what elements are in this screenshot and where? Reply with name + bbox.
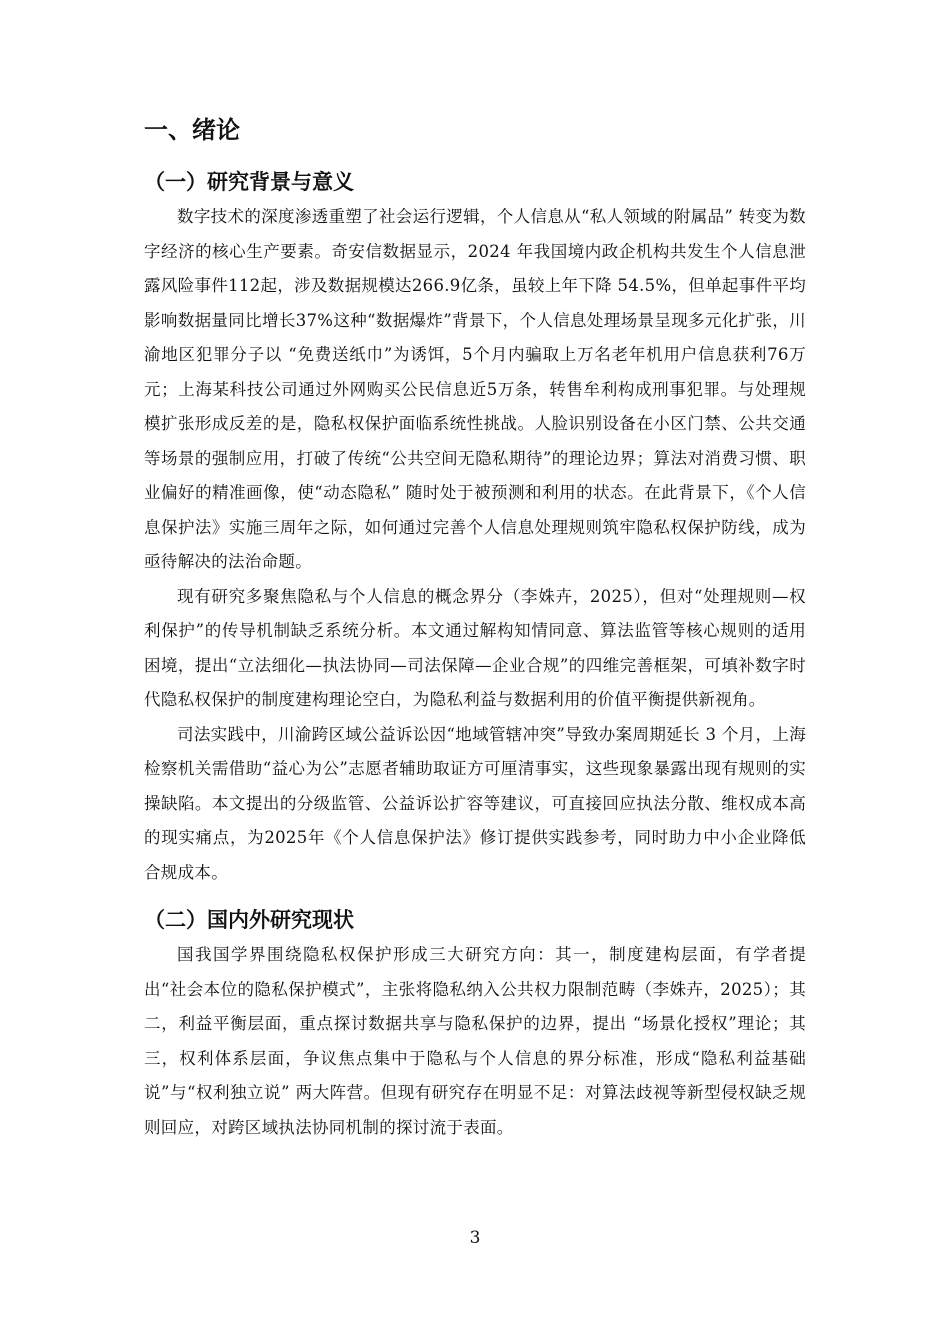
page-number: 3 bbox=[469, 1228, 481, 1248]
paragraph-background: 数字技术的深度渗透重塑了社会运行逻辑，个人信息从“私人领域的附属品” 转变为数字经济的核心生产要素。奇安信数据显示，2024 年我国境内政企机构共发生个人信息泄露风险事件112起，涉及数据规模达266.9亿条，虽较上年下降 54.5%，但单起事件平均影响数据量同比增长37%这种“数据爆炸”背景下，个人信息处理场景呈现多元化扩张，川渝地区犯罪分子以 “免费送纸巾”为诱饵，5个月内骗取上万名老年机用户信息获利76万元；上海某科技公司通过外网购买公民信息近5万条，转售牟利构成刑事犯罪。与处理规模扩张形成反差的是，隐私权保护面临系统性挑战。人脸识别设备在小区门禁、公共交通等场景的强制应用，打破了传统“公共空间无隐私期待”的理论边界；算法对消费习惯、职业偏好的精准画像，使“动态隐私” 随时处于被预测和利用的状态。在此背景下，《个人信息保护法》实施三周年之际，如何通过完善个人信息处理规则筑牢隐私权保护防线，成为亟待解决的法治命题。 bbox=[144, 207, 806, 571]
paragraph-judicial-practice: 司法实践中，川渝跨区域公益诉讼因“地域管辖冲突”导致办案周期延长 3 个月，上海检察机关需借助“益心为公”志愿者辅助取证方可厘清事实，这些现象暴露出现有规则的实操缺陷。本文提出的分级监管、公益诉讼扩容等建议，可直接回应执法分散、维权成本高的现实痛点，为2025年《个人信息保护法》修订提供实践参考，同时助力中小企业降低合规成本。 bbox=[144, 724, 806, 882]
page-content bbox=[144, 112, 806, 1145]
paragraph-research-gap: 现有研究多聚焦隐私与个人信息的概念界分（李姝卉，2025），但对“处理规则—权利保护”的传导机制缺乏系统分析。本文通过解构知情同意、算法监管等核心规则的适用困境，提出“立法细化—执法协同—司法保障—企业合规”的四维完善框架，可填补数字时代隐私权保护的制度建构理论空白，为隐私利益与数据利用的价值平衡提供新视角。 bbox=[144, 586, 806, 709]
chapter-title: 一、绪论 bbox=[144, 116, 240, 144]
section-title-literature: （二）国内外研究现状 bbox=[144, 908, 354, 932]
paragraph-literature: 国我国学界围绕隐私权保护形成三大研究方向：其一，制度建构层面，有学者提出“社会本位的隐私保护模式”，主张将隐私纳入公共权力限制范畴（李姝卉，2025）；其二，利益平衡层面，重点探讨数据共享与隐私保护的边界，提出 “场景化授权”理论；其三，权利体系层面，争议焦点集中于隐私与个人信息的界分标准，形成“隐私利益基础说”与“权利独立说” 两大阵营。但现有研究存在明显不足：对算法歧视等新型侵权缺乏规则回应，对跨区域执法协同机制的探讨流于表面。 bbox=[144, 945, 806, 1137]
section-title-background: （一）研究背景与意义 bbox=[144, 170, 354, 194]
